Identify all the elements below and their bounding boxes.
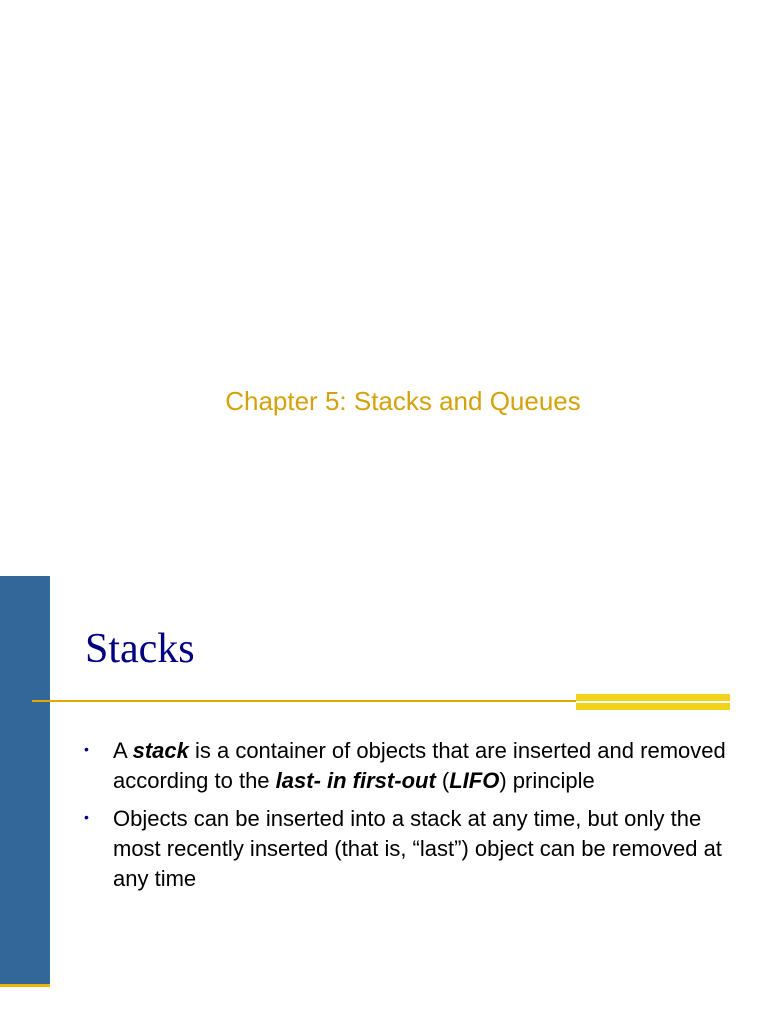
side-bar-underline — [0, 984, 50, 987]
side-accent-bar — [0, 576, 50, 986]
bullet-item-insert-remove — [84, 804, 734, 894]
term-lifo: LIFO — [449, 768, 500, 793]
bullet-marker: • — [84, 809, 89, 825]
rule-accent-gap — [576, 701, 730, 703]
slide-heading: Stacks — [85, 626, 195, 672]
bullet-list — [84, 736, 734, 902]
bullet-text: A stack is a container of objects that are inserted and removed according to the last- in first-out (LIFO) principle — [113, 738, 726, 793]
bullet-marker: • — [84, 741, 89, 757]
term-stack: stack — [132, 738, 189, 763]
bullet-item-stack-definition — [84, 736, 734, 796]
term-lifo-long: last- in first-out — [275, 768, 436, 793]
content-slide — [0, 576, 768, 1024]
chapter-title: Chapter 5: Stacks and Queues — [225, 386, 581, 416]
bullet-text: Objects can be inserted into a stack at any time, but only the most recently inserted (that is, “last”) object can be removed at any time — [113, 806, 722, 891]
